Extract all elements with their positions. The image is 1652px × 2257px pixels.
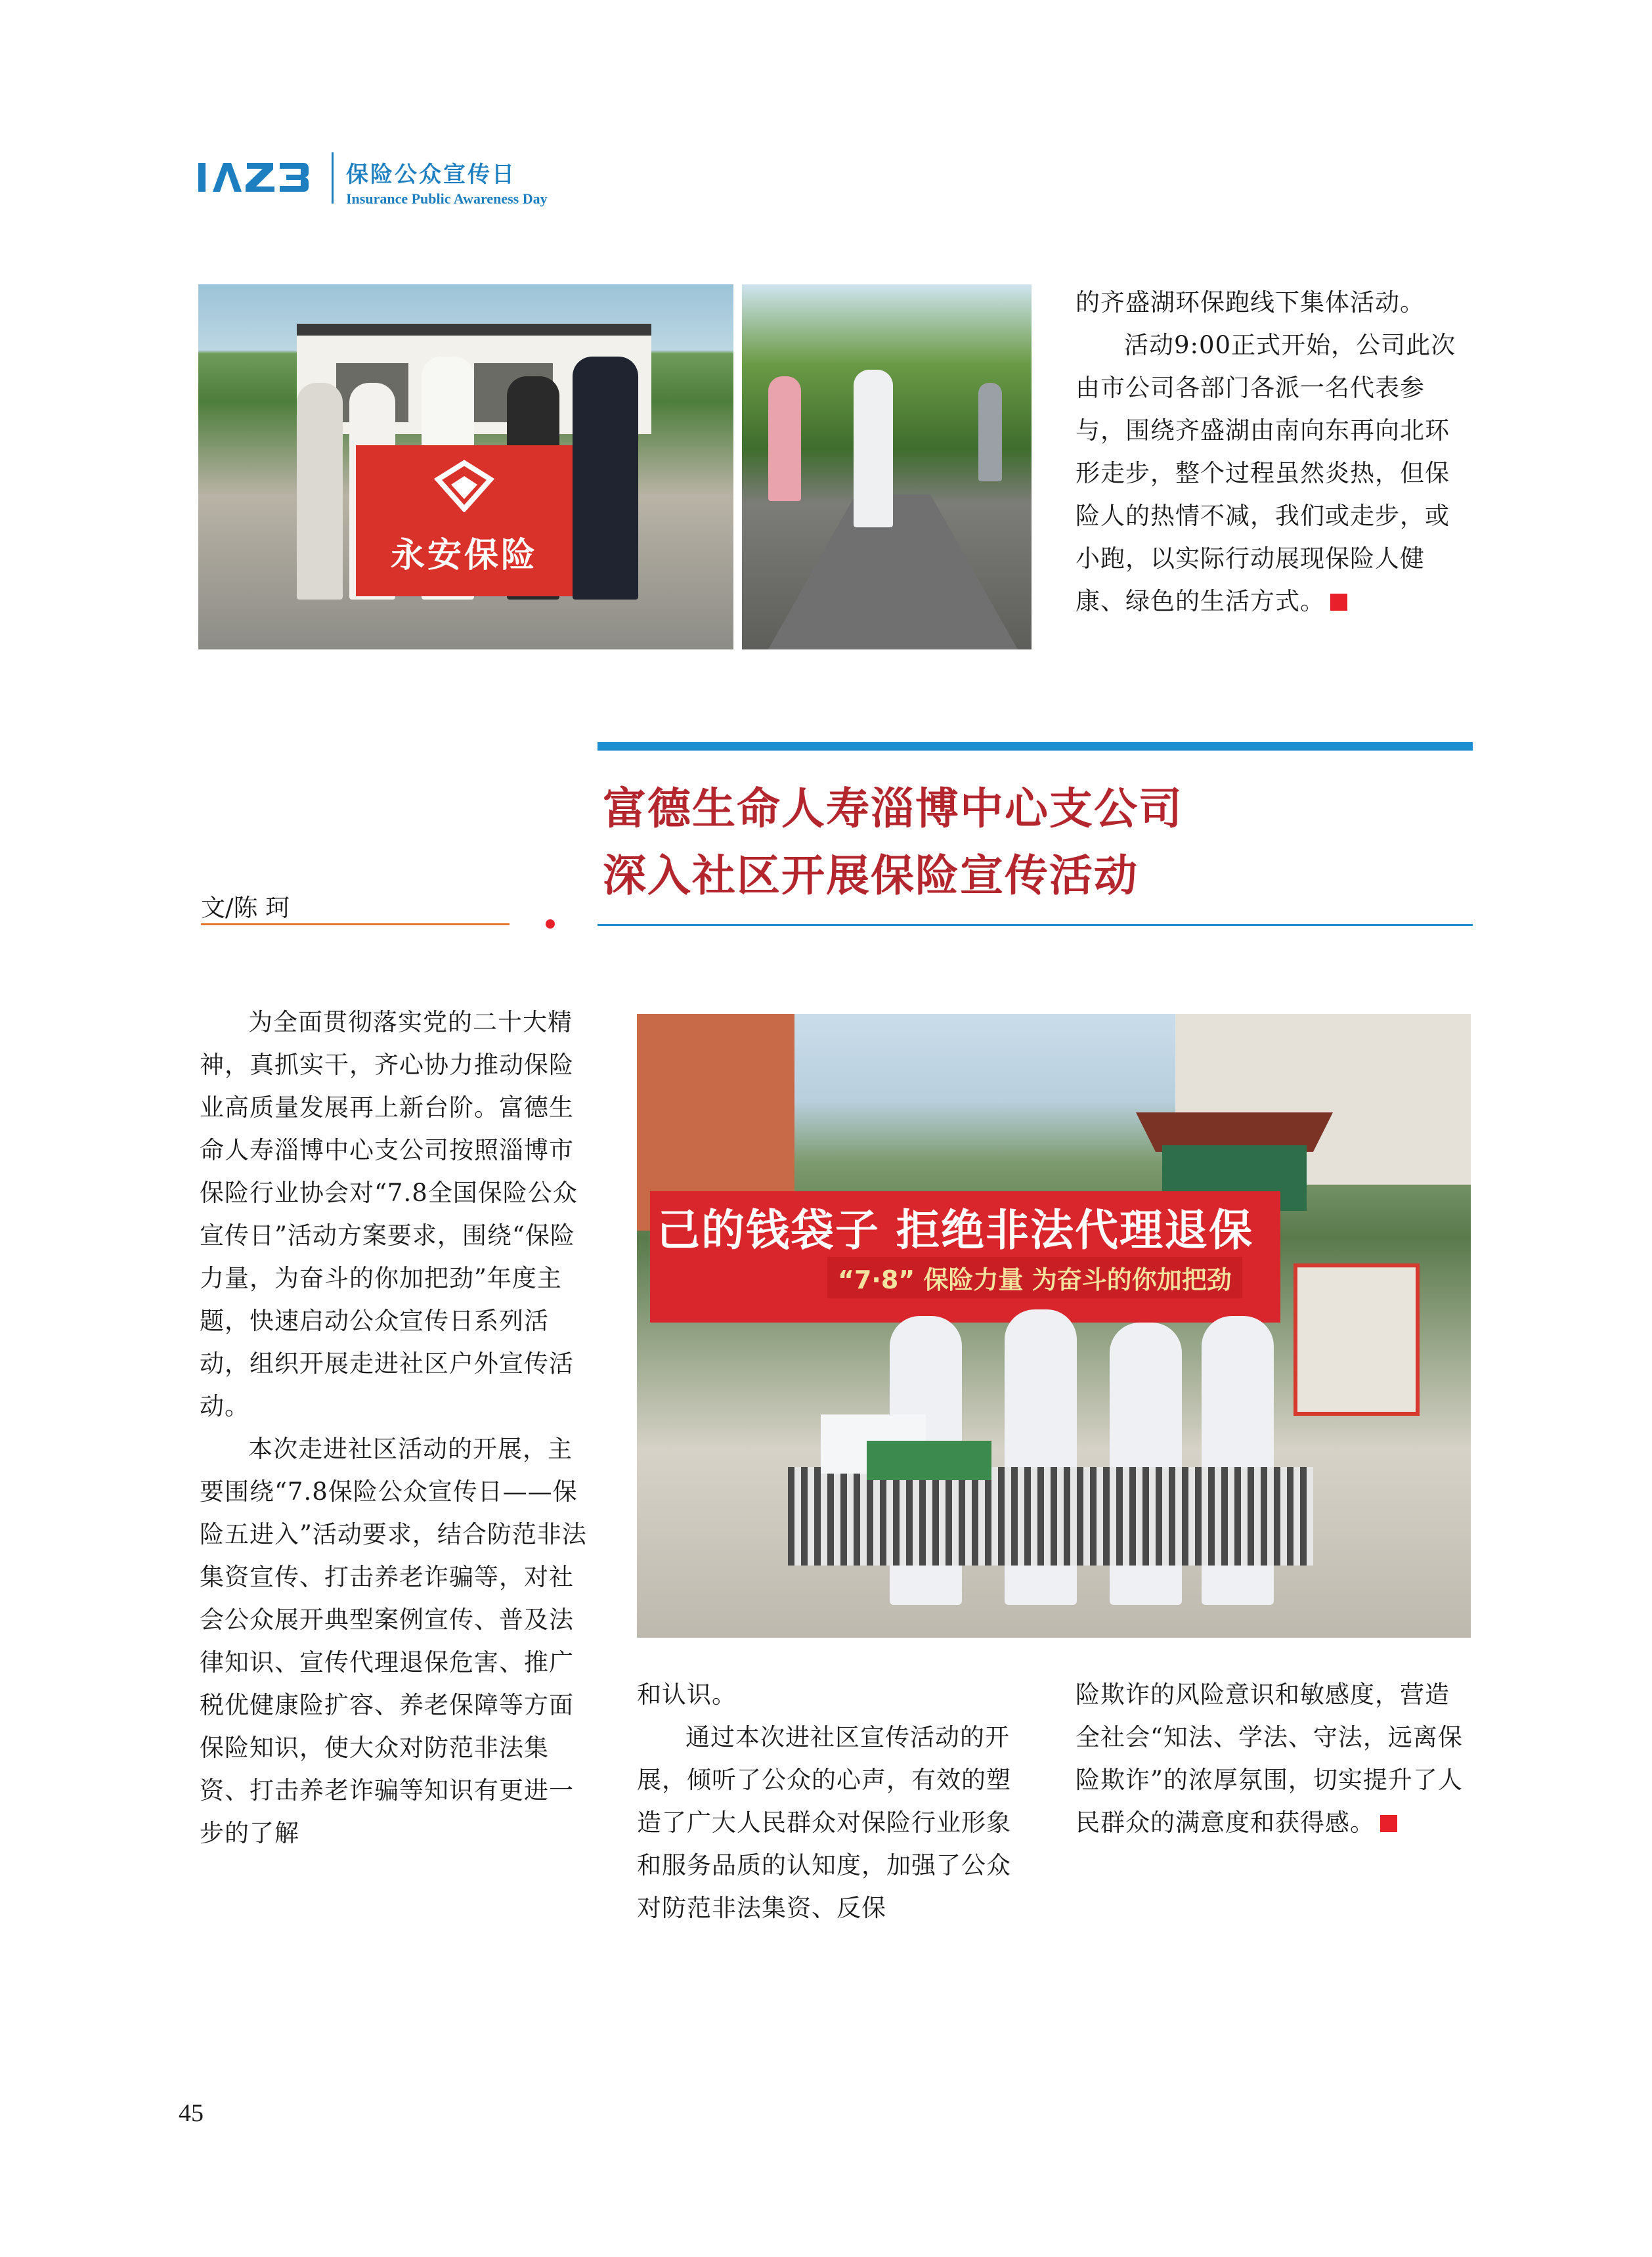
author-byline: 文/陈 珂	[201, 894, 290, 922]
col1-paragraph-2: 本次走进社区活动的开展，主要围绕“7.8保险公众宣传日——保险五进入”活动要求，结合防范非法集资宣传、打击养老诈骗等，对社会公众展开典型案例宣传、普及法律知识、宣传代理退保危害、推广税优健康险扩容、养老保障等方面保险知识，使大众对防范非法集资、打击养老诈骗等知识有更进一步的了解	[200, 1435, 587, 1847]
col2-paragraph-1: 和认识。	[637, 1680, 737, 1709]
col2-paragraph-2: 通过本次进社区宣传活动的开展，倾听了公众的心声，有效的塑造了广大人民群众对保险行业形象和服务品质的认知度，加强了公众对防范非法集资、反保	[637, 1723, 1011, 1922]
red-banner	[650, 1191, 1280, 1323]
yongan-banner	[356, 445, 573, 596]
iazb-logo	[198, 158, 310, 196]
title-top-rule	[598, 742, 1473, 751]
community-event-photo	[637, 1014, 1471, 1638]
col1-paragraph-1: 为全面贯彻落实党的二十大精神，真抓实干，齐心协力推动保险业高质量发展再上新台阶。富德生命人寿淄博中心支公司按照淄博市保险行业协会对“7.8全国保险公众宣传日”活动方案要求，围绕“保险力量，为奋斗的你加把劲”年度主题，快速启动公众宣传日系列活动，组织开展走进社区户外宣传活动。	[200, 1008, 578, 1420]
title-bottom-rule	[598, 924, 1473, 926]
header-title-en: Insurance Public Awareness Day	[346, 190, 548, 207]
running-photo	[742, 284, 1032, 649]
article-title	[603, 775, 1183, 909]
header-divider	[332, 152, 334, 204]
author-dot-icon	[546, 919, 555, 929]
end-mark-icon	[1380, 1815, 1397, 1832]
banner-text: 永安保险	[390, 536, 538, 575]
banner-line-1: 己的钱袋子 拒绝非法代理退保	[657, 1205, 1253, 1256]
end-mark-icon	[1330, 594, 1347, 611]
article-col-2	[637, 1673, 1031, 1929]
banner-line-2: “7·8” 保险力量 为奋斗的你加把劲	[827, 1257, 1242, 1298]
info-table	[788, 1467, 1313, 1566]
top-paragraph-2: 活动9:00正式开始，公司此次由市公司各部门各派一名代表参与，围绕齐盛湖由南向东再向北环形走步，整个过程虽然炎热，但保险人的热情不减，我们或走步，或小跑，以实际行动展现保险人健康、绿色的生活方式。	[1076, 331, 1456, 615]
col3-paragraph-1: 险欺诈的风险意识和敏感度，营造全社会“知法、学法、守法，远离保险欺诈”的浓厚氛围，切实提升了人民群众的满意度和获得感。	[1076, 1680, 1463, 1837]
title-line-1: 富德生命人寿淄博中心支公司	[603, 783, 1183, 834]
page-number: 45	[179, 2099, 204, 2127]
header-title-cn: 保险公众宣传日	[346, 162, 516, 188]
top-paragraph-1: 的齐盛湖环保跑线下集体活动。	[1076, 288, 1425, 317]
title-line-2: 深入社区开展保险宣传活动	[603, 850, 1139, 901]
top-article-text	[1076, 281, 1469, 623]
group-photo	[198, 284, 733, 649]
author-underline	[201, 923, 510, 925]
article-col-1	[200, 1001, 596, 1854]
article-col-3	[1076, 1673, 1472, 1844]
